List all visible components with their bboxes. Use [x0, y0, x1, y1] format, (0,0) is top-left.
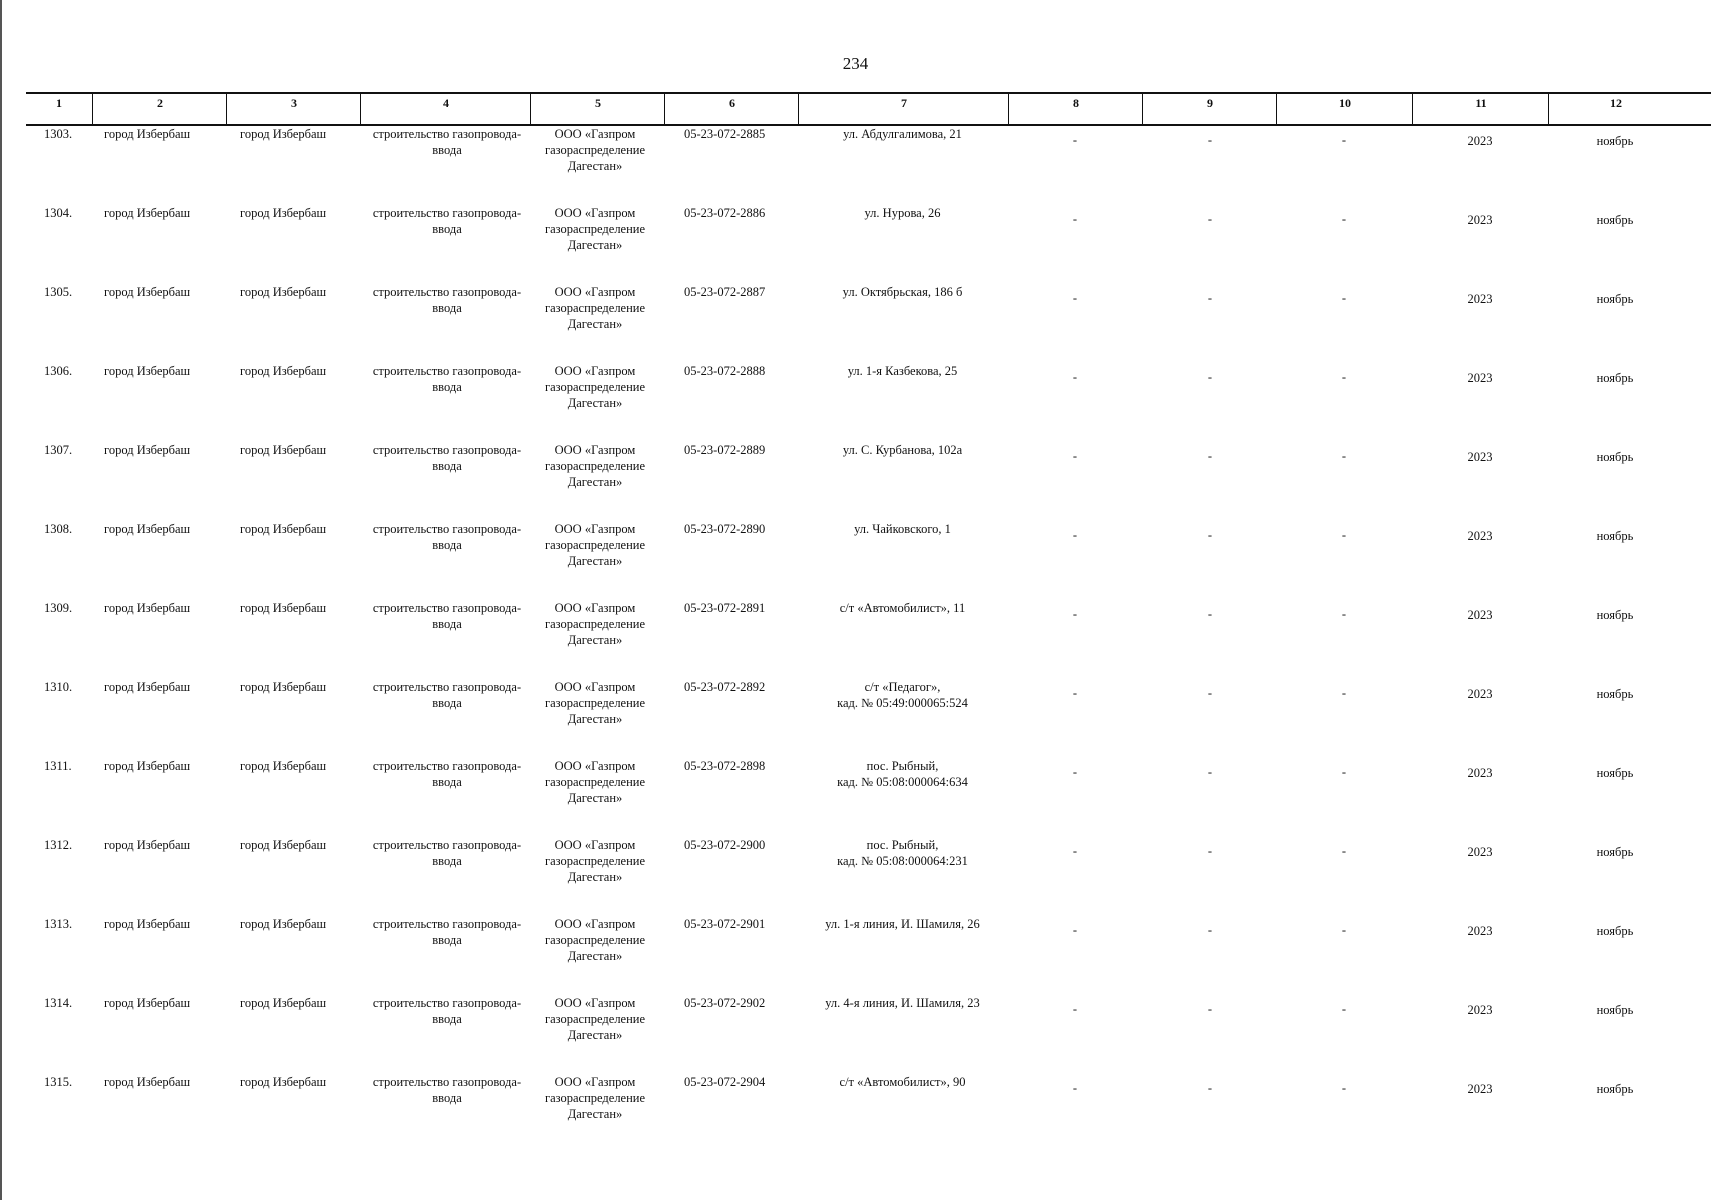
settlement-cell: город Избербаш [240, 838, 327, 852]
settlement-cell: город Избербаш [240, 1075, 327, 1089]
organization-cell: ООО «Газпром газораспределение Дагестан» [544, 917, 646, 963]
column-10-cell: - [1341, 370, 1347, 384]
month-cell: ноябрь [1596, 1003, 1634, 1017]
row-number: 1313. [44, 917, 73, 931]
organization-cell: ООО «Газпром газораспределение Дагестан» [544, 838, 646, 884]
municipality-cell: город Избербаш [104, 917, 191, 931]
month-cell: ноябрь [1596, 529, 1634, 543]
header-cell: 7 [798, 94, 1009, 124]
column-10-cell: - [1341, 1081, 1347, 1095]
header-cell: 11 [1412, 94, 1549, 124]
table-row [0, 122, 1711, 201]
column-10-cell: - [1341, 291, 1347, 305]
column-8-cell: - [1072, 686, 1078, 700]
municipality-cell: город Избербаш [104, 206, 191, 220]
table-header-row [26, 92, 1711, 126]
organization-cell: ООО «Газпром газораспределение Дагестан» [544, 680, 646, 726]
month-cell: ноябрь [1596, 450, 1634, 464]
table-row [0, 359, 1711, 438]
header-cell: 6 [664, 94, 799, 124]
object-code-cell: 05-23-072-2888 [684, 364, 766, 378]
work-type-cell: строительство газопровода- ввода [372, 443, 522, 473]
column-8-cell: - [1072, 1081, 1078, 1095]
object-code-cell: 05-23-072-2898 [684, 759, 766, 773]
column-10-cell: - [1341, 765, 1347, 779]
row-number: 1306. [44, 364, 73, 378]
settlement-cell: город Избербаш [240, 206, 327, 220]
column-9-cell: - [1207, 528, 1213, 542]
month-cell: ноябрь [1596, 213, 1634, 227]
table-row [0, 438, 1711, 517]
column-9-cell: - [1207, 686, 1213, 700]
column-8-cell: - [1072, 923, 1078, 937]
settlement-cell: город Избербаш [240, 680, 327, 694]
object-code-cell: 05-23-072-2885 [684, 127, 766, 141]
settlement-cell: город Избербаш [240, 364, 327, 378]
organization-cell: ООО «Газпром газораспределение Дагестан» [544, 522, 646, 568]
column-9-cell: - [1207, 449, 1213, 463]
row-number: 1304. [44, 206, 73, 220]
settlement-cell: город Избербаш [240, 759, 327, 773]
table-row [0, 201, 1711, 280]
municipality-cell: город Избербаш [104, 996, 191, 1010]
month-cell: ноябрь [1596, 1082, 1634, 1096]
row-number: 1314. [44, 996, 73, 1010]
year-cell: 2023 [1467, 845, 1493, 859]
address-cell: пос. Рыбный, кад. № 05:08:000064:231 [837, 838, 968, 868]
column-10-cell: - [1341, 449, 1347, 463]
object-code-cell: 05-23-072-2891 [684, 601, 766, 615]
column-9-cell: - [1207, 765, 1213, 779]
month-cell: ноябрь [1596, 292, 1634, 306]
column-9-cell: - [1207, 1081, 1213, 1095]
column-8-cell: - [1072, 212, 1078, 226]
table-row [0, 833, 1711, 912]
object-code-cell: 05-23-072-2890 [684, 522, 766, 536]
column-8-cell: - [1072, 449, 1078, 463]
column-9-cell: - [1207, 212, 1213, 226]
work-type-cell: строительство газопровода- ввода [372, 601, 522, 631]
settlement-cell: город Избербаш [240, 522, 327, 536]
column-9-cell: - [1207, 370, 1213, 384]
table-row [0, 517, 1711, 596]
municipality-cell: город Избербаш [104, 127, 191, 141]
address-cell: с/т «Педагог», кад. № 05:49:000065:524 [837, 680, 968, 710]
organization-cell: ООО «Газпром газораспределение Дагестан» [544, 443, 646, 489]
header-cell: 1 [56, 96, 62, 110]
row-number: 1315. [44, 1075, 73, 1089]
work-type-cell: строительство газопровода- ввода [372, 285, 522, 315]
column-10-cell: - [1341, 212, 1347, 226]
object-code-cell: 05-23-072-2901 [684, 917, 766, 931]
address-cell: ул. 4-я линия, И. Шамиля, 23 [825, 996, 980, 1010]
month-cell: ноябрь [1596, 924, 1634, 938]
year-cell: 2023 [1467, 924, 1493, 938]
year-cell: 2023 [1467, 1003, 1493, 1017]
organization-cell: ООО «Газпром газораспределение Дагестан» [544, 127, 646, 173]
year-cell: 2023 [1467, 213, 1493, 227]
object-code-cell: 05-23-072-2902 [684, 996, 766, 1010]
organization-cell: ООО «Газпром газораспределение Дагестан» [544, 1075, 646, 1121]
header-cell: 3 [226, 94, 361, 124]
row-number: 1311. [44, 759, 72, 773]
column-9-cell: - [1207, 133, 1213, 147]
organization-cell: ООО «Газпром газораспределение Дагестан» [544, 759, 646, 805]
month-cell: ноябрь [1596, 845, 1634, 859]
header-cell: 2 [92, 94, 227, 124]
year-cell: 2023 [1467, 371, 1493, 385]
address-cell: ул. Октябрьская, 186 б [842, 285, 963, 299]
column-8-cell: - [1072, 607, 1078, 621]
work-type-cell: строительство газопровода- ввода [372, 127, 522, 157]
address-cell: ул. Чайковского, 1 [854, 522, 951, 536]
row-number: 1310. [44, 680, 73, 694]
header-cell: 12 [1548, 94, 1683, 124]
column-8-cell: - [1072, 1002, 1078, 1016]
row-number: 1309. [44, 601, 73, 615]
address-cell: ул. С. Курбанова, 102а [842, 443, 963, 457]
municipality-cell: город Избербаш [104, 680, 191, 694]
settlement-cell: город Избербаш [240, 127, 327, 141]
column-10-cell: - [1341, 844, 1347, 858]
month-cell: ноябрь [1596, 687, 1634, 701]
table-row [0, 991, 1711, 1070]
work-type-cell: строительство газопровода- ввода [372, 759, 522, 789]
address-cell: ул. Абдулгалимова, 21 [843, 127, 962, 141]
organization-cell: ООО «Газпром газораспределение Дагестан» [544, 285, 646, 331]
organization-cell: ООО «Газпром газораспределение Дагестан» [544, 601, 646, 647]
year-cell: 2023 [1467, 529, 1493, 543]
header-cell: 4 [360, 94, 531, 124]
table-row [0, 280, 1711, 359]
column-10-cell: - [1341, 528, 1347, 542]
header-cell: 9 [1142, 94, 1277, 124]
column-10-cell: - [1341, 133, 1347, 147]
year-cell: 2023 [1467, 687, 1493, 701]
header-cell: 5 [530, 94, 665, 124]
municipality-cell: город Избербаш [104, 364, 191, 378]
address-cell: с/т «Автомобилист», 11 [839, 601, 966, 615]
municipality-cell: город Избербаш [104, 522, 191, 536]
object-code-cell: 05-23-072-2900 [684, 838, 766, 852]
municipality-cell: город Избербаш [104, 838, 191, 852]
object-code-cell: 05-23-072-2892 [684, 680, 766, 694]
row-number: 1305. [44, 285, 73, 299]
year-cell: 2023 [1467, 450, 1493, 464]
column-8-cell: - [1072, 765, 1078, 779]
year-cell: 2023 [1467, 766, 1493, 780]
column-9-cell: - [1207, 1002, 1213, 1016]
month-cell: ноябрь [1596, 766, 1634, 780]
organization-cell: ООО «Газпром газораспределение Дагестан» [544, 996, 646, 1042]
column-9-cell: - [1207, 607, 1213, 621]
table-row [0, 1070, 1711, 1149]
municipality-cell: город Избербаш [104, 285, 191, 299]
column-8-cell: - [1072, 844, 1078, 858]
column-9-cell: - [1207, 291, 1213, 305]
year-cell: 2023 [1467, 1082, 1493, 1096]
work-type-cell: строительство газопровода- ввода [372, 996, 522, 1026]
header-cell: 10 [1276, 94, 1413, 124]
column-8-cell: - [1072, 133, 1078, 147]
column-9-cell: - [1207, 844, 1213, 858]
row-number: 1307. [44, 443, 73, 457]
work-type-cell: строительство газопровода- ввода [372, 1075, 522, 1105]
row-number: 1308. [44, 522, 73, 536]
column-10-cell: - [1341, 1002, 1347, 1016]
header-cell: 8 [1008, 94, 1143, 124]
table-row [0, 596, 1711, 675]
page-number: 234 [842, 54, 869, 73]
work-type-cell: строительство газопровода- ввода [372, 206, 522, 236]
month-cell: ноябрь [1596, 608, 1634, 622]
table-row [0, 675, 1711, 754]
object-code-cell: 05-23-072-2887 [684, 285, 766, 299]
year-cell: 2023 [1467, 134, 1493, 148]
municipality-cell: город Избербаш [104, 601, 191, 615]
object-code-cell: 05-23-072-2904 [684, 1075, 766, 1089]
column-8-cell: - [1072, 291, 1078, 305]
settlement-cell: город Избербаш [240, 443, 327, 457]
municipality-cell: город Избербаш [104, 1075, 191, 1089]
settlement-cell: город Избербаш [240, 917, 327, 931]
column-8-cell: - [1072, 370, 1078, 384]
column-8-cell: - [1072, 528, 1078, 542]
table-row [0, 754, 1711, 833]
table-row [0, 912, 1711, 991]
address-cell: с/т «Автомобилист», 90 [839, 1075, 966, 1089]
address-cell: пос. Рыбный, кад. № 05:08:000064:634 [837, 759, 968, 789]
work-type-cell: строительство газопровода- ввода [372, 522, 522, 552]
municipality-cell: город Избербаш [104, 759, 191, 773]
column-9-cell: - [1207, 923, 1213, 937]
work-type-cell: строительство газопровода- ввода [372, 364, 522, 394]
object-code-cell: 05-23-072-2889 [684, 443, 766, 457]
month-cell: ноябрь [1596, 371, 1634, 385]
work-type-cell: строительство газопровода- ввода [372, 680, 522, 710]
settlement-cell: город Избербаш [240, 601, 327, 615]
object-code-cell: 05-23-072-2886 [684, 206, 766, 220]
month-cell: ноябрь [1596, 134, 1634, 148]
organization-cell: ООО «Газпром газораспределение Дагестан» [544, 206, 646, 252]
settlement-cell: город Избербаш [240, 996, 327, 1010]
municipality-cell: город Избербаш [104, 443, 191, 457]
column-10-cell: - [1341, 923, 1347, 937]
address-cell: ул. Нурова, 26 [864, 206, 941, 220]
work-type-cell: строительство газопровода- ввода [372, 917, 522, 947]
address-cell: ул. 1-я Казбекова, 25 [847, 364, 958, 378]
column-10-cell: - [1341, 686, 1347, 700]
settlement-cell: город Избербаш [240, 285, 327, 299]
address-cell: ул. 1-я линия, И. Шамиля, 26 [825, 917, 980, 931]
year-cell: 2023 [1467, 292, 1493, 306]
organization-cell: ООО «Газпром газораспределение Дагестан» [544, 364, 646, 410]
row-number: 1312. [44, 838, 73, 852]
year-cell: 2023 [1467, 608, 1493, 622]
row-number: 1303. [44, 127, 73, 141]
column-10-cell: - [1341, 607, 1347, 621]
work-type-cell: строительство газопровода- ввода [372, 838, 522, 868]
